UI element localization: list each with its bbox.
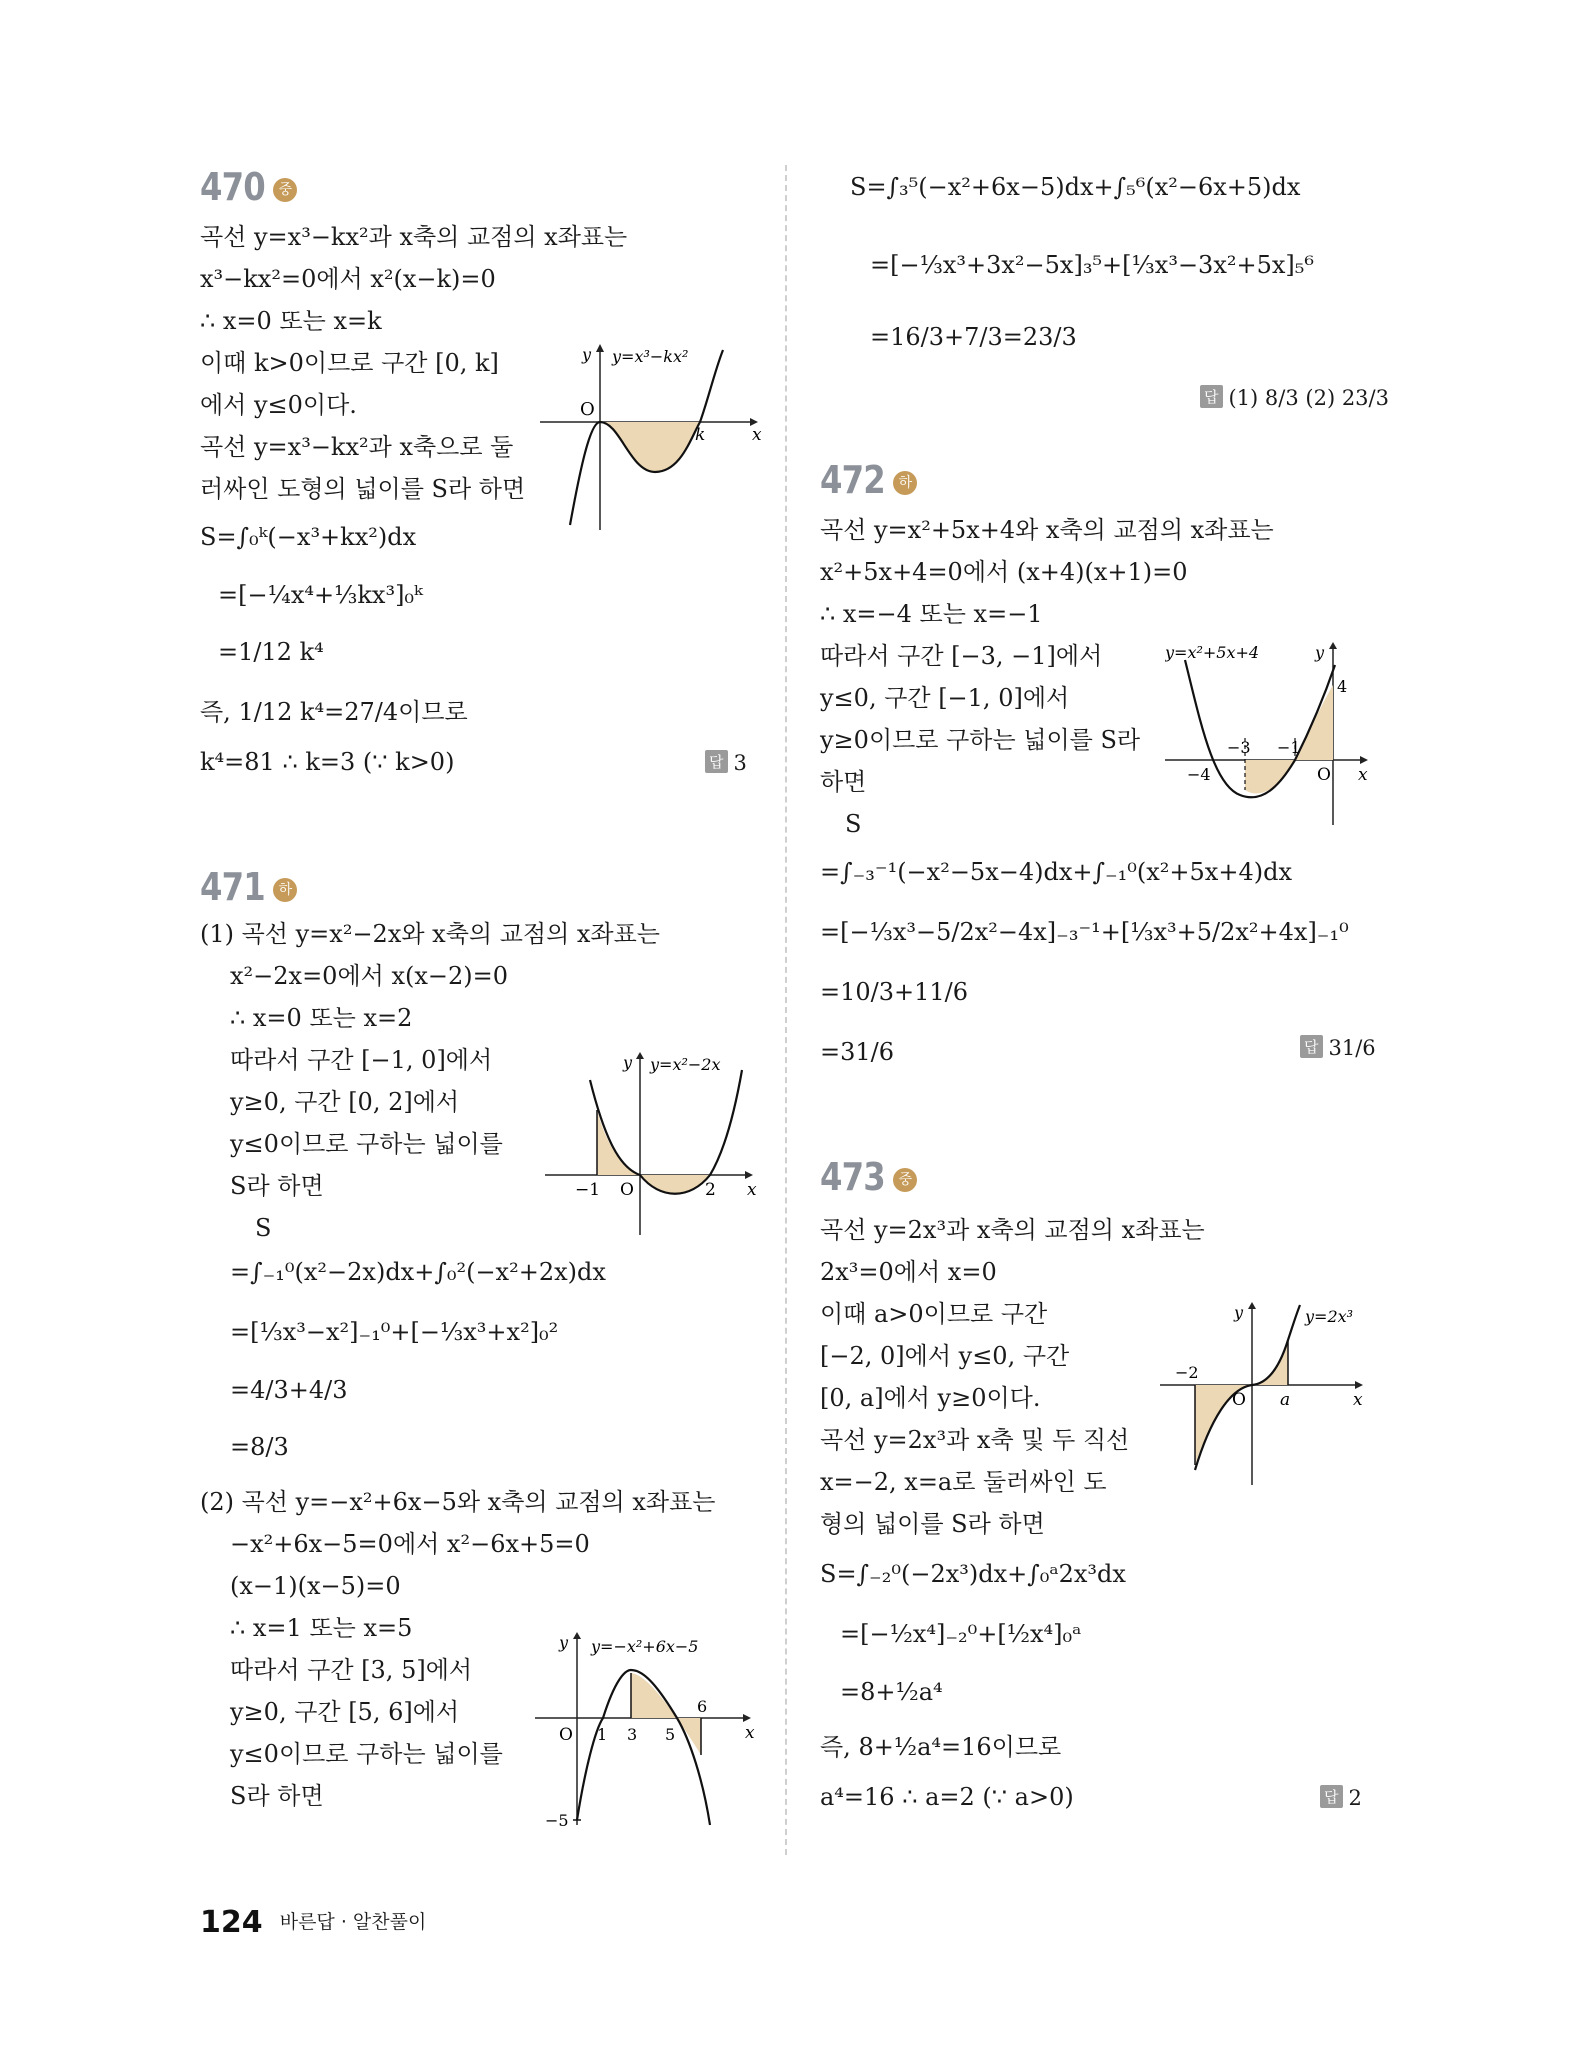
p471-1-line-3: ∴ x=0 또는 x=2 [230,1004,413,1032]
answer-value: 2 [1348,1786,1362,1810]
x-axis-label: x [747,1180,757,1200]
tick-minus3: −3 [1227,738,1251,757]
answer-value: 31/6 [1328,1036,1376,1060]
tick-minus2: −2 [1175,1363,1199,1382]
problem-number: 471 [200,865,265,909]
answer-value: 3 [733,751,747,775]
p471-cont-eq1: S=∫₃⁵(−x²+6x−5)dx+∫₅⁶(x²−6x+5)dx [850,173,1301,201]
p471-2-line-6: y≥0, 구간 [5, 6]에서 [230,1698,460,1726]
p471-answer [1200,385,1389,410]
p473-graph [1160,1300,1385,1490]
p472-eq1: =∫₋₃⁻¹(−x²−5x−4)dx+∫₋₁⁰(x²+5x+4)dx [820,858,1292,886]
p473-line-4: [−2, 0]에서 y≤0, 구간 [820,1342,1070,1370]
p472-line-8: S [845,810,862,838]
problem-473-header [820,1155,917,1199]
p471-1-eq3: =4/3+4/3 [230,1376,348,1404]
tick-5: 5 [665,1725,676,1744]
problem-471-header [200,865,297,909]
p471-1-line-4: 따라서 구간 [−1, 0]에서 [230,1046,493,1074]
tick-minus5: −5 [545,1811,569,1830]
p471-1-line-6: y≤0이므로 구하는 넓이를 [230,1130,503,1158]
difficulty-badge: 중 [893,1168,917,1192]
p471-2-line-5: 따라서 구간 [3, 5]에서 [230,1656,473,1684]
y-axis-label: y [1315,643,1325,662]
curve-label: y=x²−2x [650,1055,721,1074]
tick-a: a [1280,1390,1291,1410]
x-axis-label: x [1353,1390,1363,1410]
tick-3: 3 [627,1725,638,1744]
p471-1-line-8: S [255,1214,272,1242]
tick-minus1: −1 [575,1180,601,1200]
curve-label: y=x³−kx² [612,347,689,366]
p470-eq5: k⁴=81 ∴ k=3 (∵ k>0) [200,748,455,776]
difficulty-badge: 중 [273,178,297,202]
tick-4: 4 [1337,677,1348,696]
p470-answer [705,750,747,775]
p473-answer [1320,1785,1362,1810]
p472-eq4: =31/6 [820,1038,895,1066]
page-number: 124 [200,1905,263,1940]
answer-tag: 답 [1200,385,1223,408]
p472-line-3: ∴ x=−4 또는 x=−1 [820,600,1043,628]
p473-line-3: 이때 a>0이므로 구간 [820,1300,1048,1328]
p472-line-1: 곡선 y=x²+5x+4와 x축의 교점의 x좌표는 [820,516,1274,544]
k-label: k [695,425,706,445]
y-axis-label: y [582,345,592,364]
tick-1: 1 [597,1725,608,1744]
p471-1-line-1: (1) 곡선 y=x²−2x와 x축의 교점의 x좌표는 [200,920,660,948]
curve-label: y=−x²+6x−5 [591,1637,699,1656]
x-axis-label: x [1358,765,1368,785]
p473-eq1: S=∫₋₂⁰(−2x³)dx+∫₀ᵃ2x³dx [820,1560,1126,1588]
p471-graph-2 [535,1630,760,1830]
p470-line-6: 곡선 y=x³−kx²과 x축으로 둘 [200,433,514,461]
p471-1-eq2: =[⅓x³−x²]₋₁⁰+[−⅓x³+x²]₀² [230,1318,559,1346]
p473-line-5: [0, a]에서 y≥0이다. [820,1384,1041,1412]
tick-6: 6 [697,1697,708,1716]
p470-eq3: =1/12 k⁴ [218,638,324,666]
p473-line-1: 곡선 y=2x³과 x축의 교점의 x좌표는 [820,1216,1205,1244]
problem-number: 472 [820,458,885,502]
problem-470-header [200,165,297,209]
p470-line-4: 이때 k>0이므로 구간 [0, k] [200,349,499,377]
p471-1-line-5: y≥0, 구간 [0, 2]에서 [230,1088,460,1116]
p471-1-line-2: x²−2x=0에서 x(x−2)=0 [230,962,509,990]
p471-2-line-4: ∴ x=1 또는 x=5 [230,1614,413,1642]
p472-line-7: 하면 [820,768,867,796]
p473-line-2: 2x³=0에서 x=0 [820,1258,997,1286]
p472-line-6: y≥0이므로 구하는 넓이를 S라 [820,726,1141,754]
p472-line-5: y≤0, 구간 [−1, 0]에서 [820,684,1070,712]
tick-origin: O [1317,765,1331,785]
p473-line-7: x=−2, x=a로 둘러싸인 도 [820,1468,1107,1496]
answer-tag: 답 [1320,1785,1343,1808]
p473-eq5: a⁴=16 ∴ a=2 (∵ a>0) [820,1783,1074,1811]
p470-eq4: 즉, 1/12 k⁴=27/4이므로 [200,698,468,726]
answer-tag: 답 [1300,1035,1323,1058]
tick-origin: O [1232,1390,1246,1410]
p472-line-2: x²+5x+4=0에서 (x+4)(x+1)=0 [820,558,1188,586]
p471-2-line-2: −x²+6x−5=0에서 x²−6x+5=0 [230,1530,590,1558]
column-divider [785,165,787,1855]
p471-1-line-7: S라 하면 [230,1172,324,1200]
p470-line-2: x³−kx²=0에서 x²(x−k)=0 [200,265,496,293]
p472-graph [1165,640,1375,830]
p471-2-line-7: y≤0이므로 구하는 넓이를 [230,1740,503,1768]
p470-eq1: S=∫₀ᵏ(−x³+kx²)dx [200,523,417,551]
p473-eq2: =[−½x⁴]₋₂⁰+[½x⁴]₀ᵃ [840,1620,1082,1648]
p470-line-1: 곡선 y=x³−kx²과 x축의 교점의 x좌표는 [200,223,628,251]
p471-cont-eq3: =16/3+7/3=23/3 [870,323,1077,351]
x-axis-label: x [745,1723,755,1743]
p471-1-eq1: =∫₋₁⁰(x²−2x)dx+∫₀²(−x²+2x)dx [230,1258,606,1286]
p473-line-6: 곡선 y=2x³과 x축 및 두 직선 [820,1426,1130,1454]
p472-eq3: =10/3+11/6 [820,978,969,1006]
p473-eq4: 즉, 8+½a⁴=16이므로 [820,1733,1062,1761]
answer-value: (1) 8/3 (2) 23/3 [1228,386,1389,410]
p470-eq2: =[−¼x⁴+⅓kx³]₀ᵏ [218,581,423,609]
tick-origin: O [620,1180,634,1200]
curve-label: y=2x³ [1305,1307,1354,1326]
p471-2-line-3: (x−1)(x−5)=0 [230,1572,401,1600]
y-axis-label: y [1234,1303,1244,1322]
tick-minus4: −4 [1187,765,1211,784]
problem-number: 473 [820,1155,885,1199]
p470-graph [540,340,770,530]
p471-1-eq4: =8/3 [230,1433,289,1461]
p472-line-4: 따라서 구간 [−3, −1]에서 [820,642,1103,670]
p470-line-7: 러싸인 도형의 넓이를 S라 하면 [200,475,526,503]
p472-eq2: =[−⅓x³−5/2x²−4x]₋₃⁻¹+[⅓x³+5/2x²+4x]₋₁⁰ [820,918,1349,946]
y-axis-label: y [623,1053,633,1072]
difficulty-badge: 하 [273,878,297,902]
tick-origin: O [559,1725,573,1745]
p470-line-3: ∴ x=0 또는 x=k [200,307,382,335]
p471-2-line-8: S라 하면 [230,1782,324,1810]
curve-label: y=x²+5x+4 [1165,643,1260,662]
p473-line-8: 형의 넓이를 S라 하면 [820,1510,1045,1538]
tick-minus1: −1 [1277,738,1301,757]
problem-472-header [820,458,917,502]
problem-number: 470 [200,165,265,209]
p471-2-line-1: (2) 곡선 y=−x²+6x−5와 x축의 교점의 x좌표는 [200,1488,716,1516]
answer-tag: 답 [705,750,728,773]
difficulty-badge: 하 [893,471,917,495]
x-axis-label: x [752,425,762,445]
p471-cont-eq2: =[−⅓x³+3x²−5x]₃⁵+[⅓x³−3x²+5x]₅⁶ [870,251,1314,279]
page-footer [200,1905,426,1940]
footer-label: 바른답 · 알찬풀이 [279,1911,427,1933]
p472-answer [1300,1035,1376,1060]
p471-graph-1 [545,1050,760,1240]
y-axis-label: y [559,1633,569,1652]
tick-2: 2 [705,1180,716,1200]
p470-line-5: 에서 y≤0이다. [200,391,357,419]
origin-label: O [580,399,595,420]
p473-eq3: =8+½a⁴ [840,1678,943,1706]
